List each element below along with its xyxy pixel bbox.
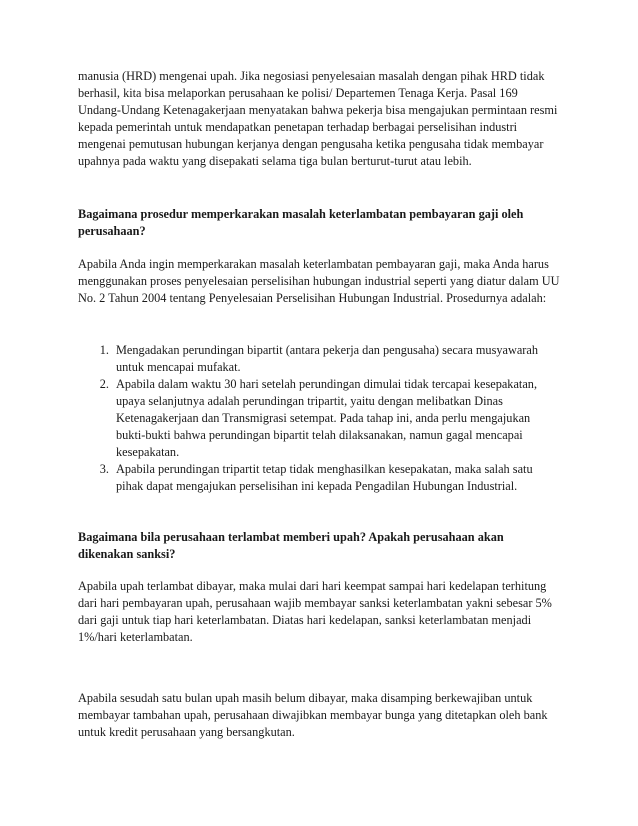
- sanctions-paragraph-1: Apabila upah terlambat dibayar, maka mulai dari hari keempat sampai hari kedelapan terhitung dari hari pembayaran upah, perusahaan wajib membayar sanksi keterlambatan yakni sebesar 5% dari gaji untuk tiap hari keterlambatan. Diatas hari kedelapan, sanksi keterlambatan menjadi 1%/hari keterlambatan.: [78, 579, 552, 644]
- section-heading-procedure: Bagaimana prosedur memperkarakan masalah keterlambatan pembayaran gaji oleh perusahaan?: [78, 207, 524, 238]
- procedure-step: 1. Mengadakan perundingan bipartit (antara pekerja dan pengusaha) secara musyawarah untuk mencapai mufakat.: [112, 342, 562, 376]
- procedure-step: 2. Apabila dalam waktu 30 hari setelah perundingan dimulai tidak tercapai kesepakatan, upaya selanjutnya adalah perundingan tripartit, yaitu dengan melibatkan Dinas Ketenagakerjaan dan Transmigrasi setempat. Pada tahap ini, anda perlu mengajukan bukti-bukti bahwa perundingan bipartit telah dilaksanakan, namun gagal mencapai kesepakatan.: [112, 376, 562, 461]
- document-content: [78, 68, 562, 741]
- procedure-step: 3. Apabila perundingan tripartit tetap tidak menghasilkan kesepakatan, maka salah satu pihak dapat mengajukan perselisihan ini kepada Pengadilan Hubungan Industrial.: [112, 461, 562, 495]
- procedure-paragraph: Apabila Anda ingin memperkarakan masalah keterlambatan pembayaran gaji, maka Anda harus menggunakan proses penyelesaian perselisihan hubungan industrial seperti yang diatur dalam UU No. 2 Tahun 2004 tentang Penyelesaian Perselisihan Hubungan Industrial. Prosedurnya adalah:: [78, 257, 560, 305]
- procedure-steps-list: [78, 342, 562, 495]
- section-heading-sanctions: Bagaimana bila perusahaan terlambat memberi upah? Apakah perusahaan akan dikenakan sanksi?: [78, 530, 504, 561]
- intro-paragraph: manusia (HRD) mengenai upah. Jika negosiasi penyelesaian masalah dengan pihak HRD tidak berhasil, kita bisa melaporkan perusahaan ke polisi/ Departemen Tenaga Kerja. Pasal 169 Undang-Undang Ketenagakerjaan menyatakan bahwa pekerja bisa mengajukan permintaan resmi kepada pemerintah untuk mendapatkan penetapan terhadap berbagai perselisihan industri mengenai pemutusan hubungan kerjanya dengan pengusaha ketika pengusaha tidak membayar upahnya pada waktu yang disepakati selama tiga bulan berturut-turut atau lebih.: [78, 69, 558, 168]
- section-procedure: [78, 206, 562, 495]
- sanctions-paragraph-2: Apabila sesudah satu bulan upah masih belum dibayar, maka disamping berkewajiban untuk membayar tambahan upah, perusahaan diwajibkan membayar bunga yang ditetapkan oleh bank untuk kredit perusahaan yang bersangkutan.: [78, 691, 548, 739]
- section-sanctions: [78, 529, 562, 741]
